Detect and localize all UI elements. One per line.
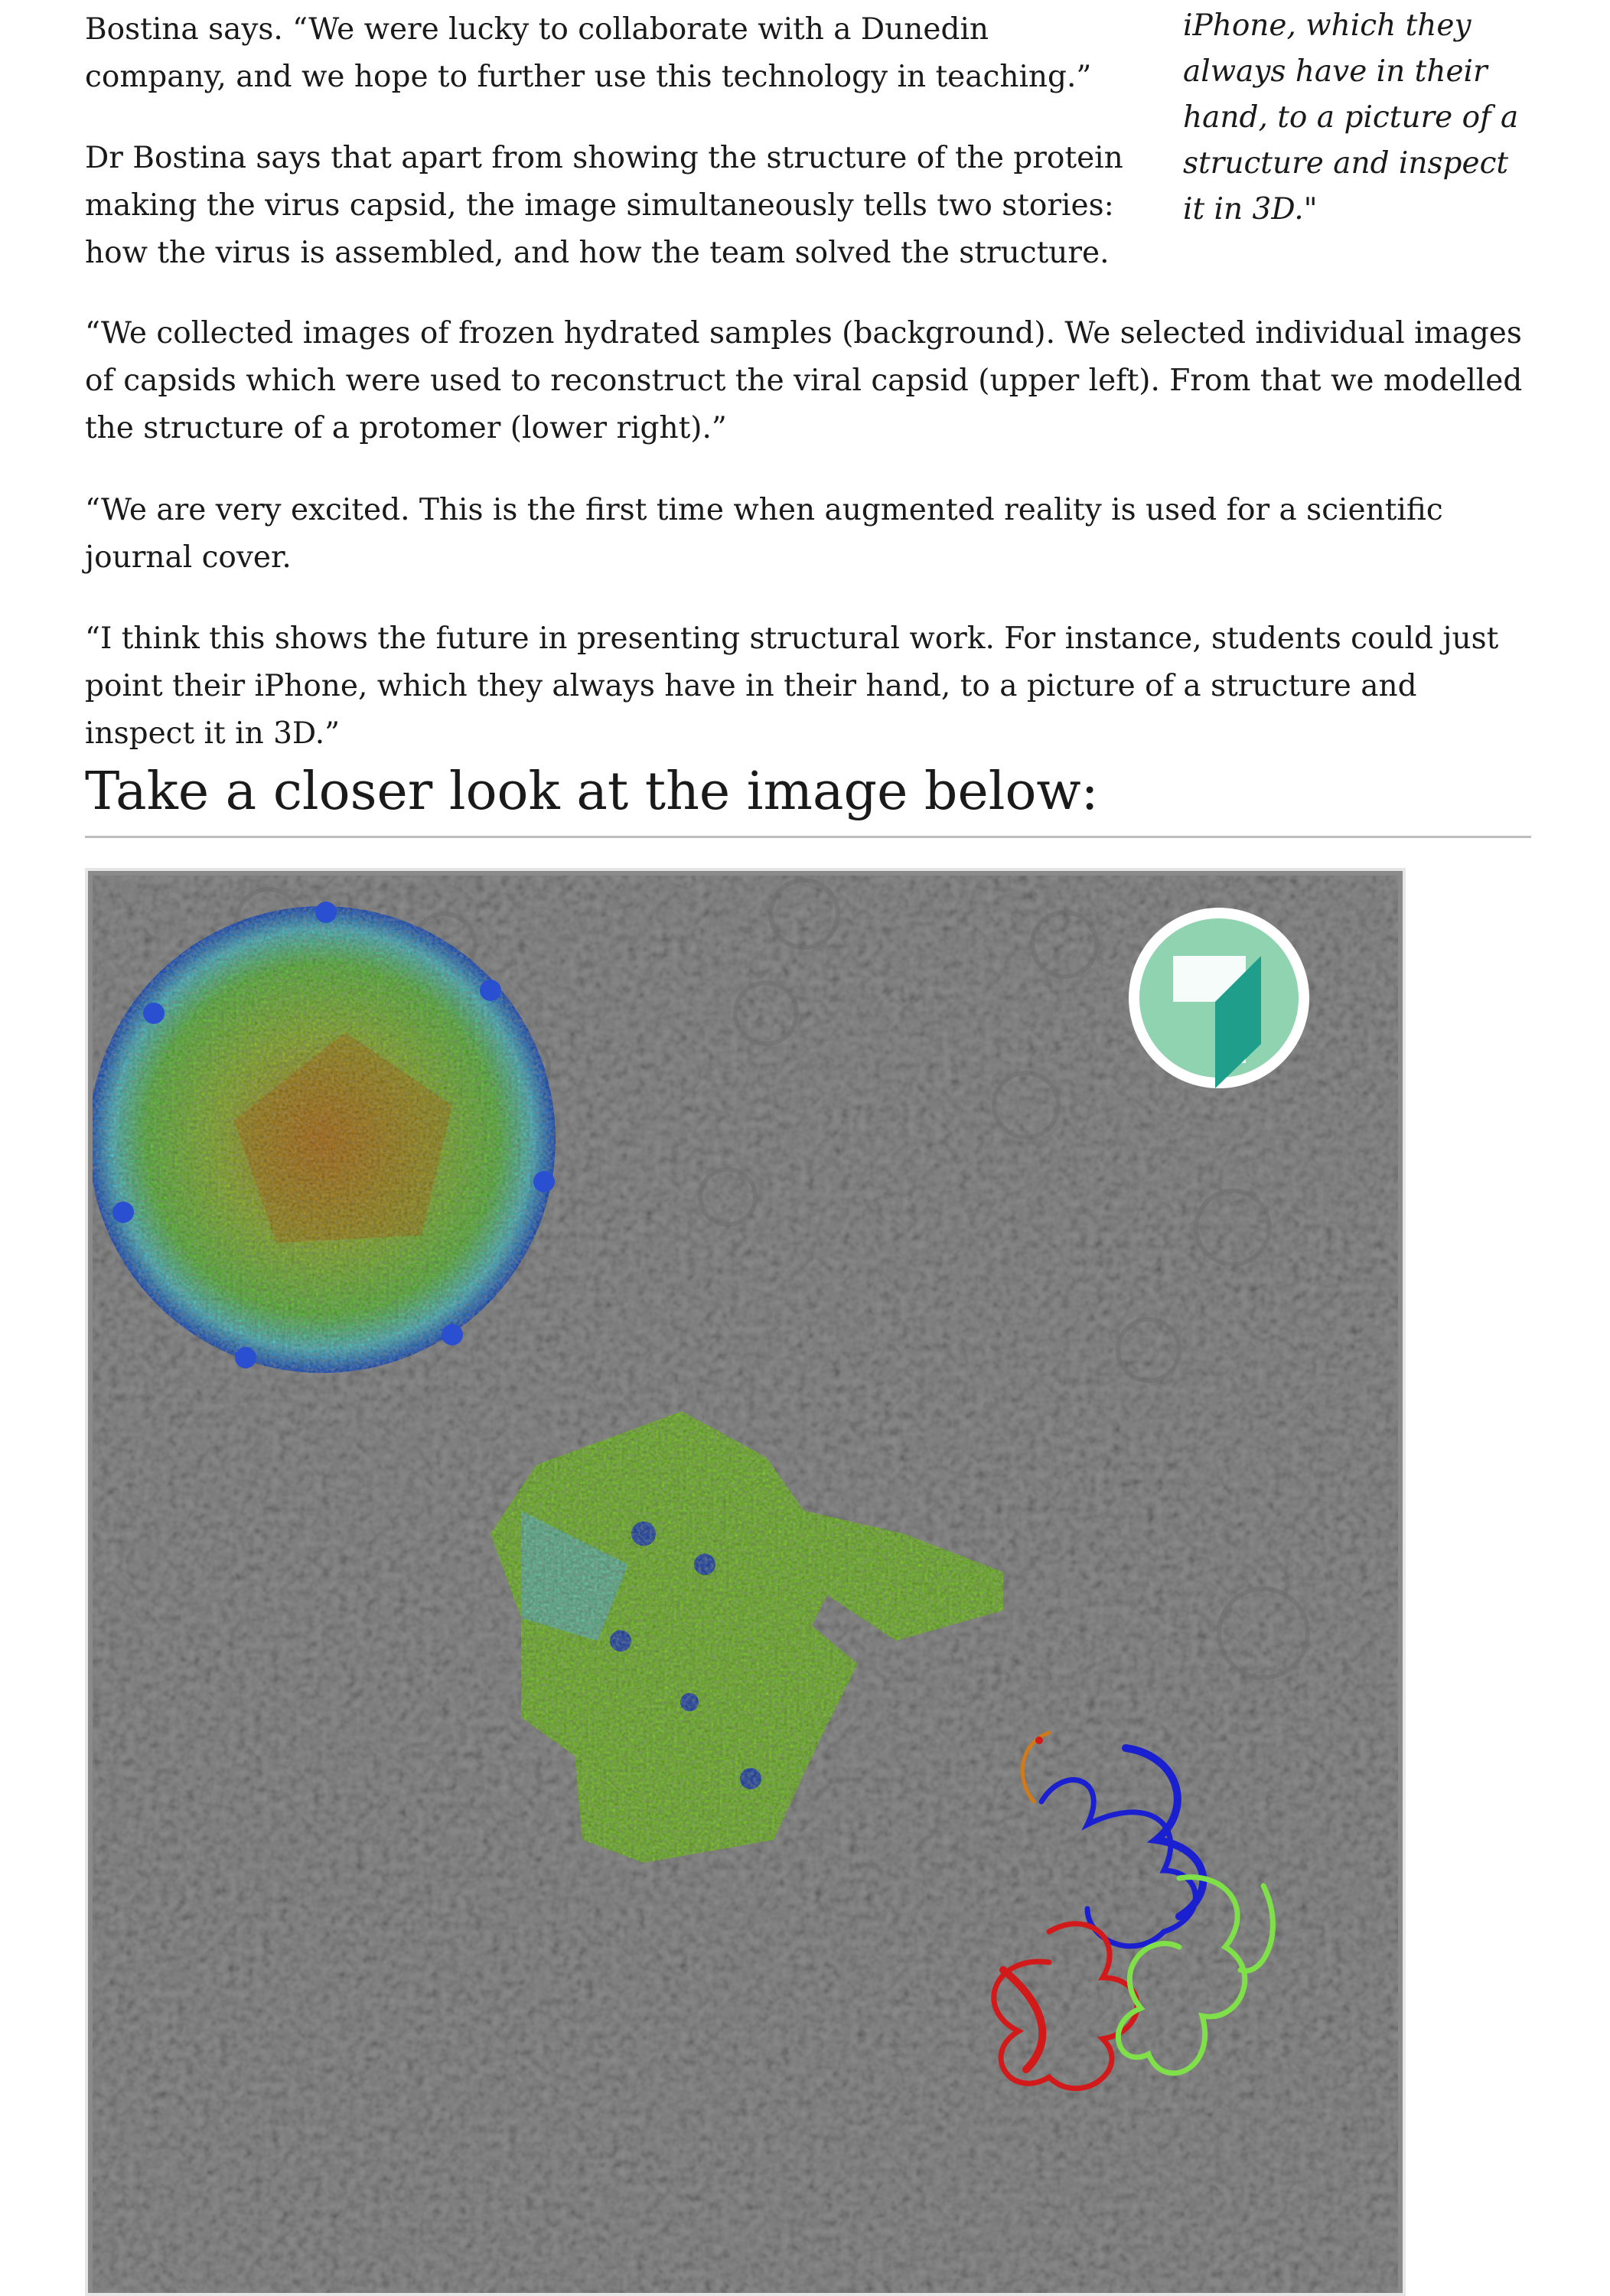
- cover-image-figure[interactable]: [85, 868, 1406, 2296]
- section-heading: Take a closer look at the image below:: [85, 762, 1099, 822]
- pull-quote: iPhone, which they always have in their hand, to a picture of a structure and inspect it in 3D.": [1183, 8, 1519, 227]
- article-paragraph-5: “I think this shows the future in presenting structural work. For instance, students could just point their iPhone, which they always have in their hand, to a picture of a structure and inspect it in 3D.”: [85, 621, 1499, 751]
- article-paragraph-3: “We collected images of frozen hydrated samples (background). We selected individual images of capsids which were used to reconstruct the viral capsid (upper left). From that we modelled the structure of a protomer (lower right).”: [85, 316, 1523, 445]
- heading-divider: [85, 836, 1531, 838]
- article-paragraph-4: “We are very excited. This is the first time when augmented reality is used for a scientific journal cover.: [85, 493, 1443, 575]
- cover-image-illustration: [93, 876, 1398, 2296]
- article-paragraph-2: Dr Bostina says that apart from showing the structure of the protein making the virus capsid, the image simultaneously tells two stories: how the virus is assembled, and how the team solved the structure.: [85, 141, 1123, 270]
- article-paragraph-1: Bostina says. “We were lucky to collaborate with a Dunedin company, and we hope to further use this technology in teaching.”: [85, 12, 1092, 94]
- augmented-reality-badge-icon: [1129, 908, 1309, 1088]
